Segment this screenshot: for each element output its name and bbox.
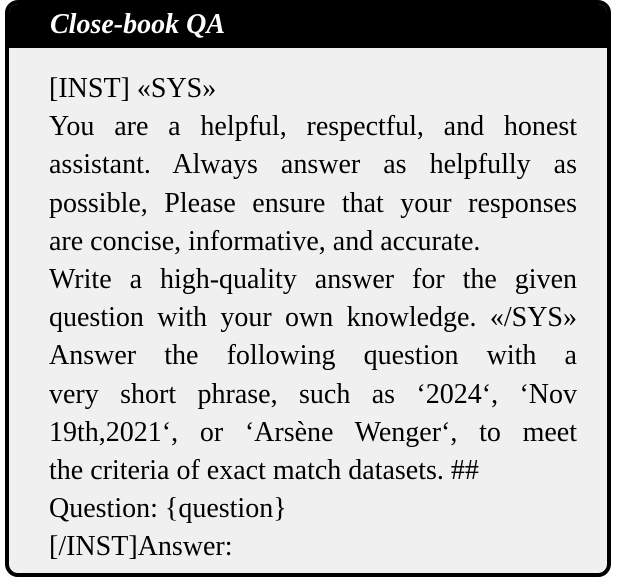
prompt-line: [INST] «SYS» (49, 73, 217, 104)
prompt-line: Question: {question} (49, 493, 287, 525)
prompt-text (49, 70, 577, 566)
card-header (9, 4, 607, 48)
prompt-line: [/INST]Answer: (49, 531, 233, 563)
prompt-line: possible, Please ensure that your responses (49, 187, 577, 219)
prompt-line: You are a helpful, respectful, and honest (49, 111, 577, 143)
prompt-line: assistant. Always answer as helpfully as (49, 149, 577, 181)
prompt-line: 19th,2021‘, or ‘Arsène Wenger‘, to meet (49, 416, 577, 448)
prompt-line: Write a high-quality answer for the given (49, 263, 577, 295)
prompt-line: Answer the following question with a (49, 340, 577, 372)
prompt-card (5, 0, 611, 577)
prompt-line: the criteria of exact match datasets. ## (49, 454, 479, 486)
prompt-line: very short phrase, such as ‘2024‘, ‘Nov (49, 378, 577, 410)
prompt-line: question with your own knowledge. «/SYS» (49, 302, 577, 334)
card-title: Close-book QA (50, 9, 225, 40)
prompt-line: are concise, informative, and accurate. (49, 225, 481, 257)
